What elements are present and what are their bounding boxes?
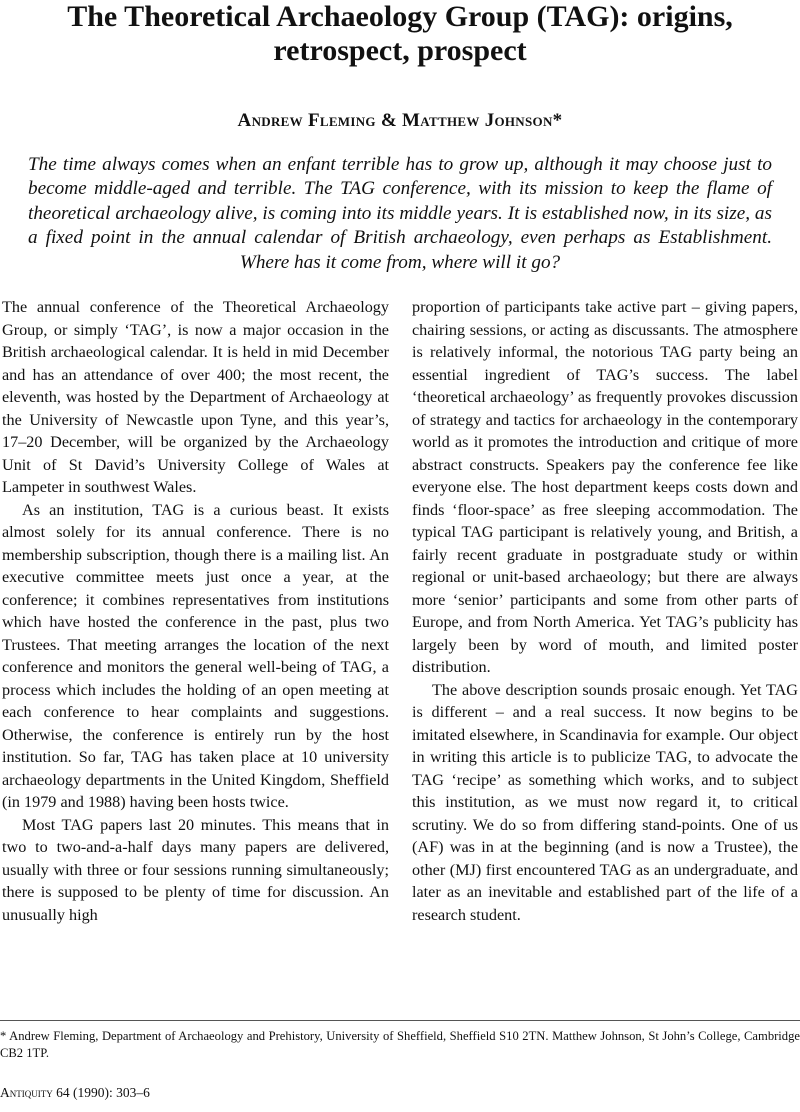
author-byline: Andrew Fleming & Matthew Johnson* (237, 110, 563, 131)
journal-citation: Antiquity 64 (1990): 303–6 (0, 1085, 150, 1100)
body-column-right (412, 296, 798, 926)
body-paragraph: The annual conference of the Theoretical Archaeology Group, or simply ‘TAG’, is now a major occasion in the British archaeological calendar. It is held in mid December and has an attendance of over 400; the most recent, the eleventh, was hosted by the Department of Archaeology at the University of Newcastle upon Tyne, and this year’s, 17–20 December, will be organized by the Archaeology Unit of St David’s University College of Wales at Lampeter in southwest Wales. (2, 298, 389, 496)
body-column-left (2, 296, 389, 926)
body-paragraph: The above description sounds prosaic enough. Yet TAG is different – and a real success. It now begins to be imitated elsewhere, in Scandinavia for example. Our object in writing this article is to publicize TAG, to advocate the TAG ‘recipe’ as something which works, and to subject this institution, as we must now regard it, to critical scrutiny. We do so from differing stand-points. One of us (AF) was in at the beginning (and is now a Trustee), the other (MJ) first encountered TAG as an undergraduate, and later as an inevitable and established part of the life of a research student. (412, 680, 798, 924)
body-paragraph: Most TAG papers last 20 minutes. This means that in two to two-and-a-half days many papers are delivered, usually with three or four sessions running simultaneously; there is supposed to be plenty of time for discussion. An unusually high (2, 815, 389, 924)
body-paragraph: proportion of participants take active part – giving papers, chairing sessions, or acting as discussants. The atmosphere is relatively informal, the notorious TAG party being an essential ingredient of TAG’s success. The label ‘theoretical archaeology’ as frequently provokes discussion of strategy and tactics for archaeology in the contemporary world as it promotes the introduction and critique of more abstract constructs. Speakers pay the conference fee like everyone else. The host department keeps costs down and finds ‘floor-space’ as free sleeping accommodation. The typical TAG participant is relatively young, and British, a fairly recent graduate in postgraduate study or within regional or unit-based archaeology; but there are always more ‘senior’ participants and some from other parts of Europe, and from North America. Yet TAG’s publicity has largely been by word of mouth, and limited poster distribution. (412, 298, 798, 676)
title-line-2: retrospect, prospect (273, 34, 527, 67)
title-line-1: The Theoretical Archaeology Group (TAG): origins, (67, 0, 733, 33)
footnote-divider (0, 1020, 800, 1021)
abstract: The time always comes when an enfant terrible has to grow up, although it may choose just to become middle-aged and terrible. The TAG conference, with its mission to keep the flame of theoretical archaeology alive, is coming into its middle years. It is established now, in its size, as a fixed point in the annual calendar of British archaeology, even perhaps as Establishment. Where has it come from, where will it go? (28, 154, 772, 273)
article-title (0, 0, 800, 68)
body-paragraph: As an institution, TAG is a curious beast. It exists almost solely for its annual conference. There is no membership subscription, though there is a mailing list. An executive committee meets just once a year, at the conference; it combines representatives from institutions which have hosted the conference in the past, plus two Trustees. That meeting arranges the location of the next conference and monitors the general well-being of TAG, a process which includes the holding of an open meeting at each conference to hear complaints and suggestions. Otherwise, the conference is entirely run by the host institution. So far, TAG has taken place at 10 university archaeology departments in the United Kingdom, Sheffield (in 1979 and 1988) having been hosts twice. (2, 500, 389, 811)
author-footnote: * Andrew Fleming, Department of Archaeology and Prehistory, University of Sheffield, Sheffield S10 2TN. Matthew Johnson, St John’s College, Cambridge CB2 1TP. (0, 1029, 800, 1060)
